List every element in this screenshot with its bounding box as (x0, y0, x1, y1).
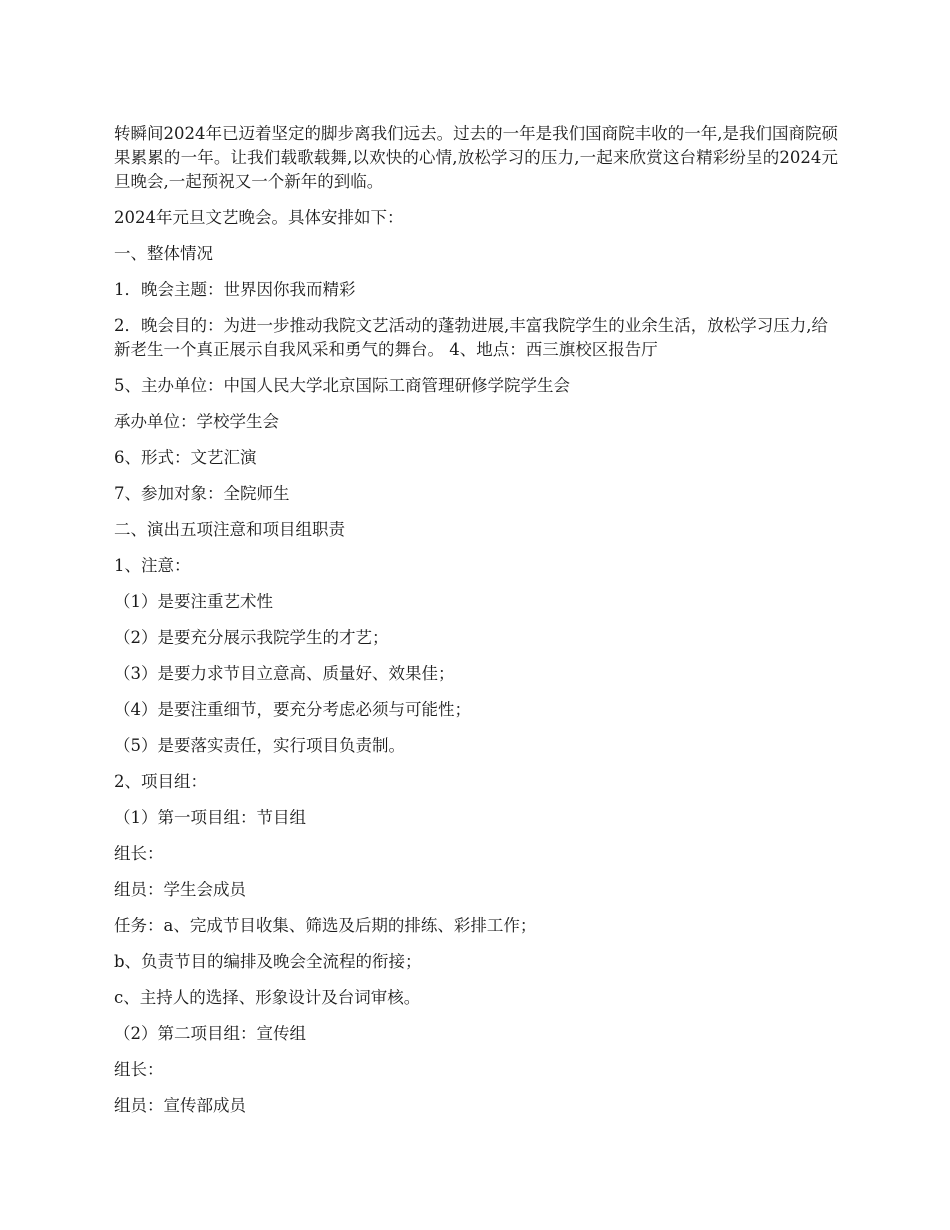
group-2-title: （2）第二项目组：宣传组 (114, 1024, 306, 1043)
item-purpose-location: 2．晚会目的：为进一步推动我院文艺活动的蓬勃进展,丰富我院学生的业余生活，放松学习压力,给新老生一个真正展示自我风采和勇气的舞台。 4、地点：西三旗校区报告厅 (114, 316, 828, 359)
note-item-1: （1）是要注重艺术性 (114, 592, 273, 611)
group-1-members: 组员：学生会成员 (114, 880, 246, 899)
group-1-task-b: b、负责节目的编排及晚会全流程的衔接； (114, 952, 422, 971)
group-1-title: （1）第一项目组：节目组 (114, 808, 306, 827)
item-format: 6、形式：文艺汇演 (114, 448, 257, 467)
item-organizer: 5、主办单位：中国人民大学北京国际工商管理研修学院学生会 (114, 376, 570, 395)
item-theme: 1．晚会主题：世界因你我而精彩 (114, 280, 356, 299)
group-2-members: 组员：宣传部成员 (114, 1096, 246, 1115)
section-heading-notes: 二、演出五项注意和项目组职责 (114, 520, 345, 539)
group-1-task-a: 任务：a、完成节目收集、筛选及后期的排练、彩排工作； (114, 916, 537, 935)
note-item-3: （3）是要力求节目立意高、质量好、效果佳； (114, 664, 455, 683)
note-item-2: （2）是要充分展示我院学生的才艺； (114, 628, 389, 647)
note-item-5: （5）是要落实责任，实行项目负责制。 (114, 736, 405, 755)
section-heading-overview: 一、整体情况 (114, 244, 213, 263)
note-item-4: （4）是要注重细节，要充分考虑必须与可能性； (114, 700, 471, 719)
item-co-organizer: 承办单位：学校学生会 (114, 412, 279, 431)
schedule-heading: 2024年元旦文艺晚会。具体安排如下： (114, 208, 404, 227)
group-1-task-c: c、主持人的选择、形象设计及台词审核。 (114, 988, 421, 1007)
group-2-leader: 组长： (114, 1060, 164, 1079)
intro-paragraph: 转瞬间2024年已迈着坚定的脚步离我们远去。过去的一年是我们国商院丰收的一年,是我们国商院硕果累累的一年。让我们载歌载舞,以欢快的心情,放松学习的压力,一起来欣赏这台精彩纷呈的2024元旦晚会,一起预祝又一个新年的到临。 (114, 124, 838, 191)
group-1-leader: 组长： (114, 844, 164, 863)
notes-heading: 1、注意： (114, 556, 191, 575)
groups-heading: 2、项目组： (114, 772, 207, 791)
item-audience: 7、参加对象：全院师生 (114, 484, 290, 503)
